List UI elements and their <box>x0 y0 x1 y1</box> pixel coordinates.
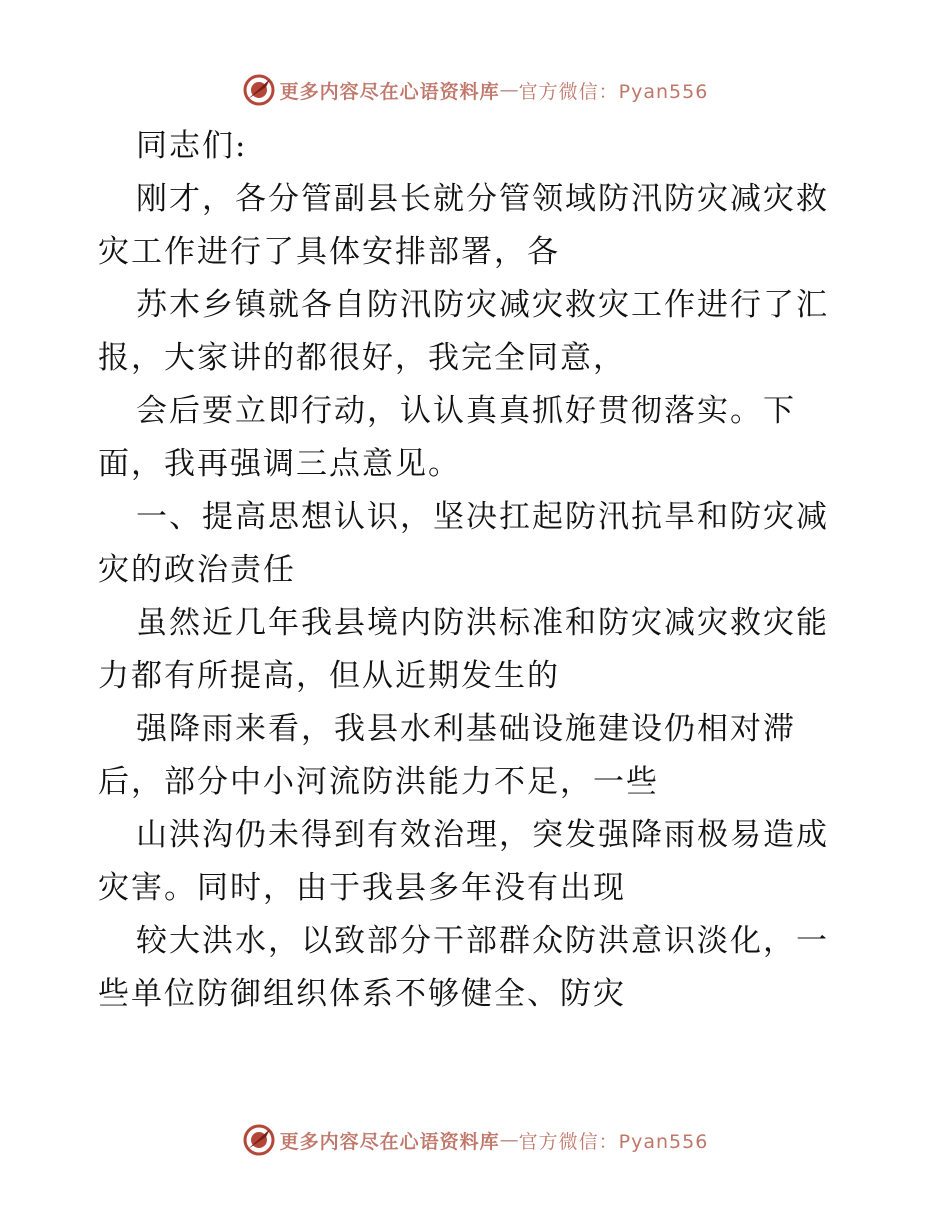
text-line: 灾的政治责任 <box>98 552 296 588</box>
quill-circle-logo-icon <box>242 73 276 107</box>
banner-site-text: 更多内容尽在心语资料库 <box>279 80 500 103</box>
banner-dash: — <box>499 1129 519 1151</box>
quill-circle-logo-icon <box>242 1123 276 1157</box>
banner-site-text: 更多内容尽在心语资料库 <box>279 1130 500 1153</box>
text-line: 刚才，各分管副县长就分管领域防汛防灾减灾救 <box>136 181 829 217</box>
text-line: 灾害。同时，由于我县多年没有出现 <box>98 870 626 906</box>
banner-wechat-text: 官方微信：Pyan556 <box>518 1130 709 1153</box>
text-line: 强降雨来看，我县水利基础设施建设仍相对滞 <box>136 711 796 747</box>
text-line: 会后要立即行动，认认真真抓好贯彻落实。下 <box>136 393 796 429</box>
text-line: 虽然近几年我县境内防洪标准和防灾减灾救灾能 <box>136 605 829 641</box>
text-line: 面，我再强调三点意见。 <box>98 446 461 482</box>
footer-banner <box>0 1120 950 1160</box>
text-line: 后，部分中小河流防洪能力不足，一些 <box>98 764 659 800</box>
text-line: 一、提高思想认识，坚决扛起防汛抗旱和防灾减 <box>136 499 829 535</box>
document-body <box>98 120 858 1021</box>
text-line: 山洪沟仍未得到有效治理，突发强降雨极易造成 <box>136 817 829 853</box>
banner-dash: — <box>499 79 519 101</box>
text-line: 同志们: <box>136 128 248 164</box>
header-banner <box>0 70 950 110</box>
banner-wechat-text: 官方微信：Pyan556 <box>518 80 709 103</box>
text-line: 苏木乡镇就各自防汛防灾减灾救灾工作进行了汇 <box>136 287 829 323</box>
text-line: 报，大家讲的都很好，我完全同意， <box>98 340 626 376</box>
text-line: 些单位防御组织体系不够健全、防灾 <box>98 976 626 1012</box>
text-line: 较大洪水，以致部分干部群众防洪意识淡化，一 <box>136 923 829 959</box>
text-line: 灾工作进行了具体安排部署，各 <box>98 234 560 270</box>
text-line: 力都有所提高，但从近期发生的 <box>98 658 560 694</box>
